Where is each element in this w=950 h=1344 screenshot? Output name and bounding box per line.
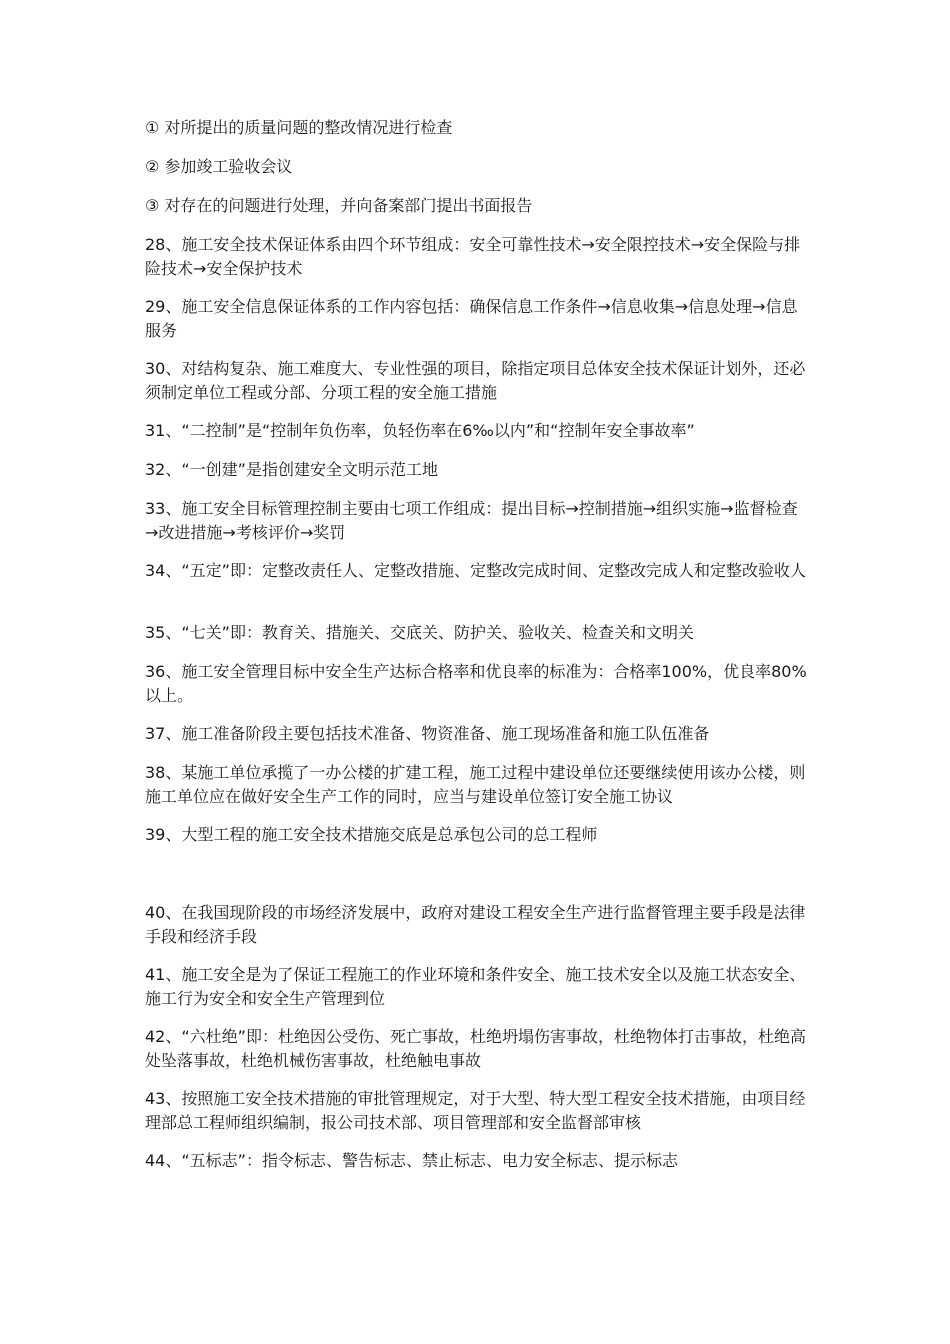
paragraph-check-rectification: ① 对所提出的质量问题的整改情况进行检查	[145, 118, 453, 137]
paragraph-item-37: 37、施工准备阶段主要包括技术准备、物资准备、施工现场准备和施工队伍准备	[145, 724, 710, 743]
paragraph-handle-problems: ③ 对存在的问题进行处理，并向备案部门提出书面报告	[145, 196, 533, 215]
paragraph-acceptance-meeting: ② 参加竣工验收会议	[145, 157, 293, 176]
paragraph-item-33: 33、施工安全目标管理控制主要由七项工作组成：提出目标→控制措施→组织实施→监督检查→改进措施→考核评价→奖罚	[145, 499, 798, 542]
paragraph-item-35: 35、“七关”即：教育关、措施关、交底关、防护关、验收关、检查关和文明关	[145, 623, 694, 642]
paragraph-item-30: 30、对结构复杂、施工难度大、专业性强的项目，除指定项目总体安全技术保证计划外，还必须制定单位工程或分部、分项工程的安全施工措施	[145, 359, 806, 402]
paragraph-item-28: 28、施工安全技术保证体系由四个环节组成：安全可靠性技术→安全限控技术→安全保险与排险技术→安全保护技术	[145, 235, 801, 278]
paragraph-item-29: 29、施工安全信息保证体系的工作内容包括：确保信息工作条件→信息收集→信息处理→信息服务	[145, 297, 798, 340]
paragraph-item-36: 36、施工安全管理目标中安全生产达标合格率和优良率的标准为：合格率100%，优良率80%以上。	[145, 662, 807, 705]
paragraph-item-40: 40、在我国现阶段的市场经济发展中，政府对建设工程安全生产进行监督管理主要手段是法律手段和经济手段	[145, 903, 806, 946]
paragraph-item-43: 43、按照施工安全技术措施的审批管理规定，对于大型、特大型工程安全技术措施，由项目经理部总工程师组织编制，报公司技术部、项目管理部和安全监督部审核	[145, 1089, 806, 1132]
paragraph-item-38: 38、某施工单位承揽了一办公楼的扩建工程，施工过程中建设单位还要继续使用该办公楼，则施工单位应在做好安全生产工作的同时，应当与建设单位签订安全施工协议	[145, 763, 806, 806]
paragraph-item-31: 31、“二控制”是“控制年负伤率，负轻伤率在6‰以内”和“控制年安全事故率”	[145, 421, 695, 440]
paragraph-item-41: 41、施工安全是为了保证工程施工的作业环境和条件安全、施工技术安全以及施工状态安全、施工行为安全和安全生产管理到位	[145, 965, 806, 1008]
paragraph-item-34: 34、“五定”即：定整改责任人、定整改措施、定整改完成时间、定整改完成人和定整改验收人	[145, 561, 806, 580]
paragraph-item-42: 42、“六杜绝”即：杜绝因公受伤、死亡事故，杜绝坍塌伤害事故，杜绝物体打击事故，杜绝高处坠落事故，杜绝机械伤害事故，杜绝触电事故	[145, 1027, 806, 1070]
paragraph-item-44: 44、“五标志”：指令标志、警告标志、禁止标志、电力安全标志、提示标志	[145, 1151, 678, 1170]
paragraph-item-39: 39、大型工程的施工安全技术措施交底是总承包公司的总工程师	[145, 825, 598, 844]
paragraph-item-32: 32、“一创建”是指创建安全文明示范工地	[145, 460, 438, 479]
